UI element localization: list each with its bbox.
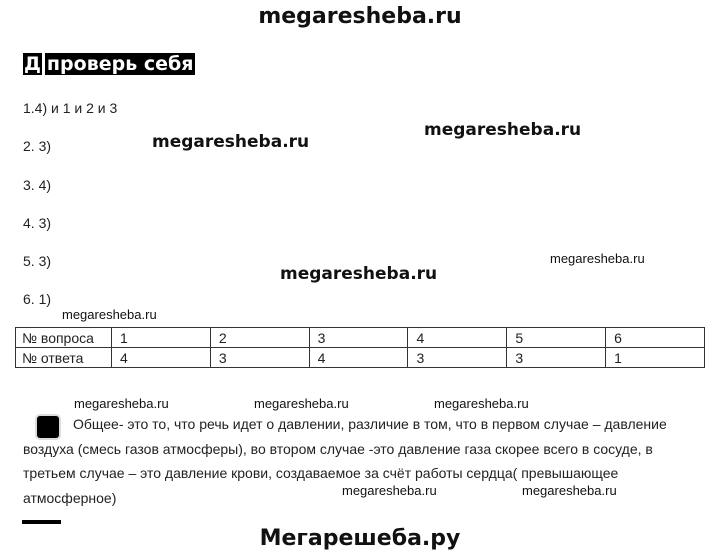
watermark: megaresheba.ru bbox=[424, 120, 582, 140]
explanation-paragraph: Общее- это то, что речь идет о давлении, различие в том, что в первом случае – давление воздуха (смесь газов атмосферы), во втором случае -это давление газа скорее всего в сосуде, в третьем случае – это давление крови, создаваемое за счёт работы сердца( превышающее атмосферное) bbox=[23, 416, 667, 506]
site-footer-watermark: Мегарешеба.ру bbox=[259, 526, 461, 551]
table-cell: № ответа bbox=[16, 348, 112, 368]
table-cell: 3 bbox=[408, 348, 507, 368]
section-title: проверь себя bbox=[46, 53, 194, 75]
table-cell: № вопроса bbox=[16, 328, 112, 348]
table-cell: 4 bbox=[408, 328, 507, 348]
table-cell: 1 bbox=[606, 348, 705, 368]
divider bbox=[22, 520, 61, 524]
table-cell: 3 bbox=[507, 348, 606, 368]
section-heading bbox=[23, 53, 195, 75]
answer-item-6: 6. 1) bbox=[23, 291, 52, 307]
watermark: megaresheba.ru bbox=[254, 396, 349, 411]
watermark: megaresheba.ru bbox=[434, 396, 529, 411]
watermark: megaresheba.ru bbox=[280, 264, 438, 284]
table-row bbox=[16, 328, 705, 348]
table-cell: 5 bbox=[507, 328, 606, 348]
table-cell: 4 bbox=[112, 348, 211, 368]
table-cell: 4 bbox=[309, 348, 408, 368]
watermark: megaresheba.ru bbox=[342, 483, 437, 498]
watermark: megaresheba.ru bbox=[74, 396, 169, 411]
table-cell: 3 bbox=[309, 328, 408, 348]
answer-item-3: 3. 4) bbox=[23, 177, 52, 193]
table-row bbox=[16, 348, 705, 368]
answer-item-5: 5. 3) bbox=[23, 253, 52, 269]
answer-item-1: 1.4) и 1 и 2 и 3 bbox=[23, 100, 118, 116]
watermark: megaresheba.ru bbox=[550, 251, 645, 266]
watermark: megaresheba.ru bbox=[522, 483, 617, 498]
section-mark: Д bbox=[24, 53, 41, 75]
answer-item-2: 2. 3) bbox=[23, 138, 52, 154]
watermark: megaresheba.ru bbox=[62, 307, 157, 322]
answers-table bbox=[15, 327, 705, 368]
watermark: megaresheba.ru bbox=[152, 132, 310, 152]
table-cell: 3 bbox=[210, 348, 309, 368]
answer-item-4: 4. 3) bbox=[23, 215, 52, 231]
site-header-watermark: megaresheba.ru bbox=[258, 4, 462, 29]
table-cell: 1 bbox=[112, 328, 211, 348]
table-cell: 6 bbox=[606, 328, 705, 348]
table-cell: 2 bbox=[210, 328, 309, 348]
